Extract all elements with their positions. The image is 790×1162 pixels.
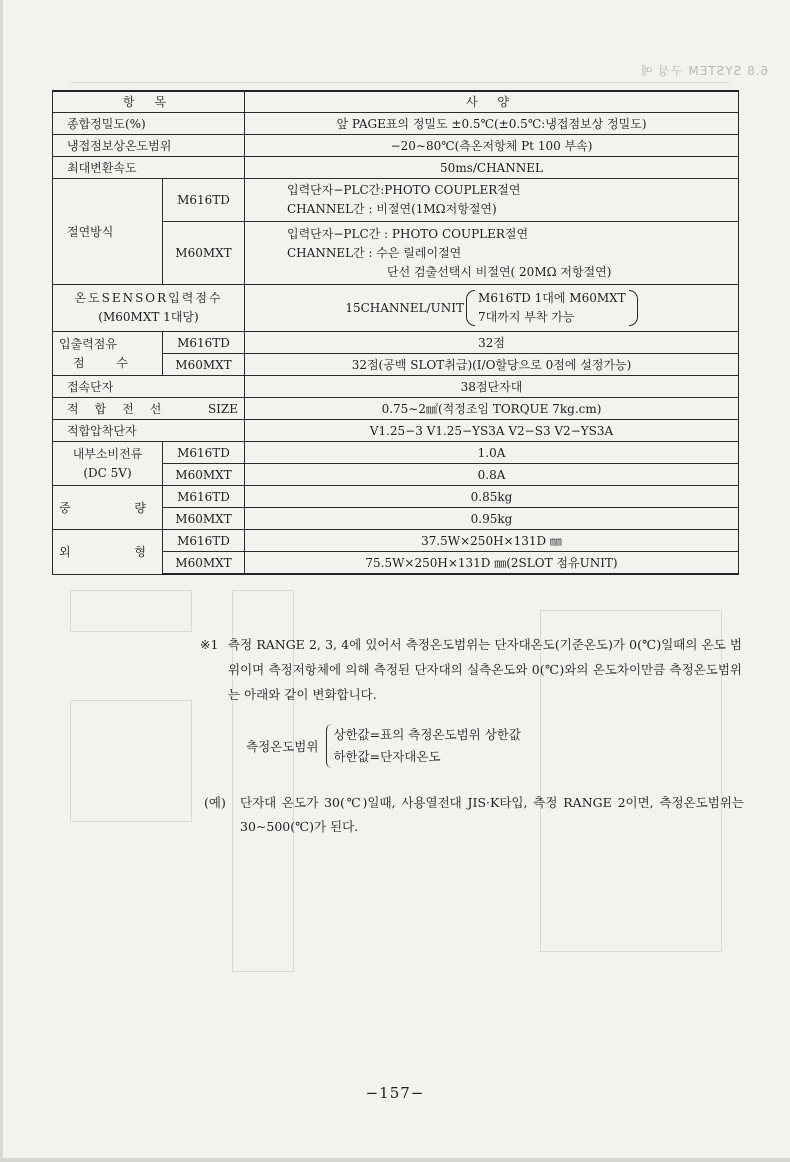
row-value: 38점단자대 xyxy=(245,376,739,398)
row-label: 종합정밀도(%) xyxy=(53,113,245,135)
table-row xyxy=(53,113,739,135)
value-line: 입력단자−PLC간:PHOTO COUPLER절연 xyxy=(287,183,521,197)
range-upper: 상한값=표의 측정온도범위 상한값 xyxy=(333,727,521,742)
row-label: 외 형 xyxy=(53,530,163,575)
table-row xyxy=(53,332,739,354)
model-cell: M60MXT xyxy=(163,552,245,575)
row-value: 0.85kg xyxy=(245,486,739,508)
row-value: 50ms/CHANNEL xyxy=(245,157,739,179)
table-row xyxy=(53,442,739,464)
row-value: 1.0A xyxy=(245,442,739,464)
label-left: 적합전선 xyxy=(67,401,178,416)
example-note xyxy=(204,791,744,839)
row-value: 앞 PAGE표의 정밀도 ±0.5℃(±0.5℃:냉접점보상 정밀도) xyxy=(245,113,739,135)
row-value: 32점(공백 SLOT취급)(I/O할당으로 0점에 설정가능) xyxy=(245,354,739,376)
bleed-through-header: 6.8 SYSTEM 구성 예 xyxy=(639,64,768,78)
label-line: 입출력점유 xyxy=(59,336,117,351)
model-cell: M616TD xyxy=(163,530,245,552)
row-label: 최대변환속도 xyxy=(53,157,245,179)
header-item: 항 목 xyxy=(53,91,245,113)
row-label: 적합압착단자 xyxy=(53,420,245,442)
model-cell: M616TD xyxy=(163,332,245,354)
row-label xyxy=(53,332,163,376)
paren-line: M616TD 1대에 M60MXT xyxy=(478,291,626,305)
row-value: 0.95kg xyxy=(245,508,739,530)
table-header-row xyxy=(53,91,739,113)
row-value: V1.25−3 V1.25−YS3A V2−S3 V2−YS3A xyxy=(245,420,739,442)
table-row xyxy=(53,285,739,332)
label-line: (DC 5V) xyxy=(83,465,132,480)
note-text: 측정 RANGE 2, 3, 4에 있어서 측정온도범위는 단자대온도(기준온도)가 0(℃)일때의 온도 범위이며 측정저항체에 의해 측정된 단자대의 실측온도와 0(℃)와의 온도차이만큼 측정온도범위는 아래와 같이 변화합니다. xyxy=(228,637,742,702)
table-row xyxy=(53,486,739,508)
row-value: 37.5W×250H×131D ㎜ xyxy=(245,530,739,552)
table-row xyxy=(53,376,739,398)
label-line: (M60MXT 1대당) xyxy=(98,310,199,324)
spec-table xyxy=(52,90,739,575)
row-label xyxy=(53,398,245,420)
bleed-through-box xyxy=(70,590,192,632)
row-label: 중 량 xyxy=(53,486,163,530)
table-row xyxy=(53,179,739,222)
note-mark: ※1 xyxy=(200,637,219,652)
bleed-through-rule xyxy=(70,82,730,83)
row-label xyxy=(53,285,245,332)
value-line: CHANNEL간 : 비절연(1MΩ저항절연) xyxy=(287,202,497,216)
measurement-range-block xyxy=(246,724,521,768)
header-spec: 사 양 xyxy=(245,91,739,113)
label-line: 내부소비전류 xyxy=(72,446,143,461)
row-value: 0.75∼2㎟(적정조임 TORQUE 7kg.cm) xyxy=(245,398,739,420)
model-cell: M616TD xyxy=(163,179,245,222)
table-row xyxy=(53,398,739,420)
sensor-parenthetical xyxy=(466,288,638,328)
row-label: 접속단자 xyxy=(53,376,245,398)
row-value xyxy=(245,285,739,332)
table-row xyxy=(53,530,739,552)
row-value xyxy=(245,179,739,222)
model-cell: M60MXT xyxy=(163,354,245,376)
model-cell: M60MXT xyxy=(163,222,245,285)
row-value: 32점 xyxy=(245,332,739,354)
sensor-value xyxy=(251,288,732,328)
row-label: 절연방식 xyxy=(53,179,163,285)
row-label: 냉접점보상온도범위 xyxy=(53,135,245,157)
range-lower: 하한값=단자대온도 xyxy=(333,749,441,764)
row-value xyxy=(245,222,739,285)
model-cell: M616TD xyxy=(163,486,245,508)
value-line: 단선 검출선택시 비절연( 20MΩ 저항절연) xyxy=(387,264,612,279)
paren-line: 7대까지 부착 가능 xyxy=(478,310,575,324)
row-value: 0.8A xyxy=(245,464,739,486)
label-right: SIZE xyxy=(207,401,238,416)
table-row xyxy=(53,420,739,442)
model-cell: M60MXT xyxy=(163,464,245,486)
bleed-through-box xyxy=(70,700,192,822)
label-line: 온도SENSOR입력점수 xyxy=(74,291,223,305)
model-cell: M616TD xyxy=(163,442,245,464)
table-row xyxy=(53,157,739,179)
page-number: −157− xyxy=(365,1084,425,1102)
row-value: −20∼80℃(측온저항체 Pt 100 부속) xyxy=(245,135,739,157)
range-label: 측정온도범위 xyxy=(246,739,319,754)
range-brace xyxy=(326,724,520,768)
row-label xyxy=(53,442,163,486)
value-line: CHANNEL간 : 수은 릴레이절연 xyxy=(287,245,462,260)
example-text: 단자대 온도가 30(℃)일때, 사용열전대 JIS·K타입, 측정 RANGE 2이면, 측정온도범위는 30∼500(℃)가 된다. xyxy=(240,795,744,834)
table-row xyxy=(53,135,739,157)
label-line: 점 수 xyxy=(73,355,142,370)
example-mark: (예) xyxy=(204,795,226,810)
model-cell: M60MXT xyxy=(163,508,245,530)
row-value: 75.5W×250H×131D ㎜(2SLOT 점유UNIT) xyxy=(245,552,739,575)
value-line: 입력단자−PLC간 : PHOTO COUPLER절연 xyxy=(287,226,529,241)
sensor-main: 15CHANNEL/UNIT xyxy=(345,301,465,315)
note-1 xyxy=(200,632,742,707)
